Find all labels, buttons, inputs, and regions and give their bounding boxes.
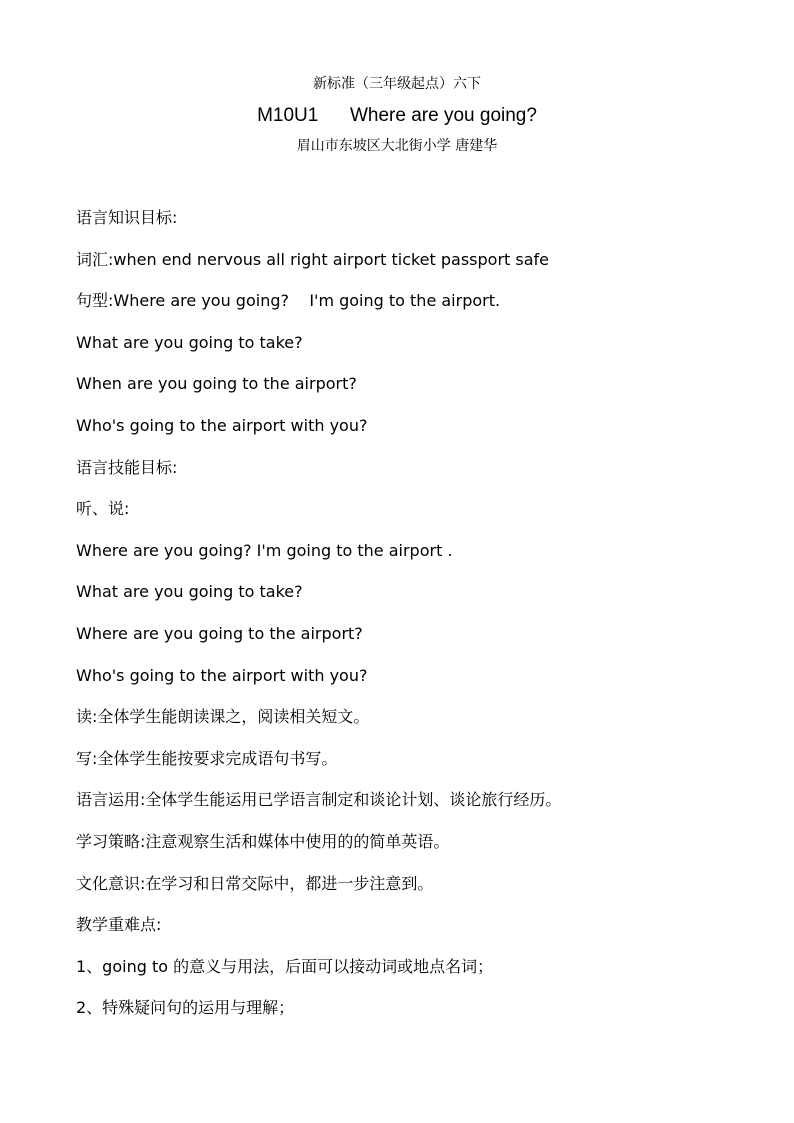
key-point-item: 2、特殊疑问句的运用与理解； xyxy=(76,998,295,1018)
learning-strategy-line: 学习策略:注意观察生活和媒体中使用的的简单英语。 xyxy=(76,831,450,851)
document-series: 新标准（三年级起点）六下 xyxy=(313,76,481,92)
key-point-item: 1、going to 的意义与用法，后面可以接动词或地点名词； xyxy=(76,956,494,976)
writing-goal-line: 写:全体学生能按要求完成语句书写。 xyxy=(76,748,338,768)
pattern-line: Who's going to the airport with you? xyxy=(76,415,368,435)
listening-speaking-heading: 听、说: xyxy=(76,499,130,519)
document-author: 眉山市东坡区大北街小学 唐建华 xyxy=(296,138,498,154)
section-heading-skill-goals: 语言技能目标: xyxy=(76,457,178,477)
vocabulary-line: 词汇:when end nervous all right airport ticket passport safe xyxy=(76,249,550,269)
pattern-line: Who's going to the airport with you? xyxy=(76,665,368,685)
document-title: M10U1 Where are you going? xyxy=(257,105,537,126)
language-use-line: 语言运用:全体学生能运用已学语言制定和谈论计划、谈论旅行经历。 xyxy=(76,790,562,810)
sentence-pattern-line: 句型:Where are you going? I'm going to the airport. xyxy=(76,291,501,311)
section-heading-knowledge-goals: 语言知识目标: xyxy=(76,208,178,227)
pattern-line: What are you going to take? xyxy=(76,582,303,602)
pattern-line: Where are you going? I'm going to the airport . xyxy=(76,540,453,560)
pattern-line: Where are you going to the airport? xyxy=(76,623,363,643)
cultural-awareness-line: 文化意识:在学习和日常交际中，都进一步注意到。 xyxy=(76,873,434,893)
document-body xyxy=(76,205,766,1037)
pattern-line: What are you going to take? xyxy=(76,332,303,352)
section-heading-key-points: 教学重难点: xyxy=(76,915,162,935)
pattern-line: When are you going to the airport? xyxy=(76,374,357,394)
reading-goal-line: 读:全体学生能朗读课之，阅读相关短文。 xyxy=(76,707,370,727)
